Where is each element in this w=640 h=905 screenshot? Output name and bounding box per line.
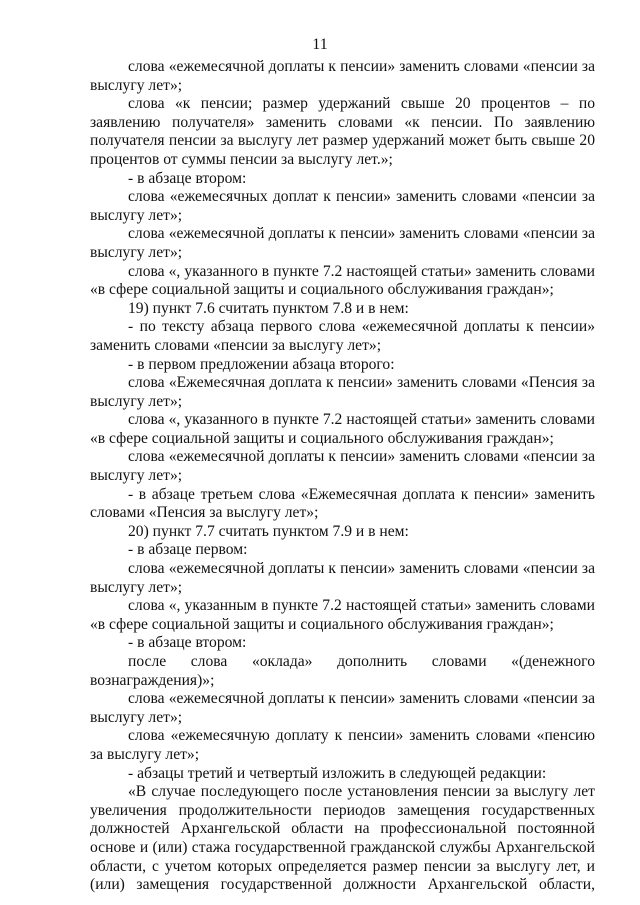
paragraph: слова «, указанного в пункте 7.2 настоящей статьи» заменить словами «в сфере социальной защиты и социального обслуживания граждан»; [90,411,595,447]
paragraph: слова «ежемесячной доплаты к пенсии» заменить словами «пенсии за выслугу лет»; [90,225,595,261]
paragraph: слова «к пенсии; размер удержаний свыше 20 процентов – по заявлению получателя» заменить словами «к пенсии. По заявлению получателя пенсии за выслугу лет размер удержаний может быть свыше 20 процентов от суммы пенсии за выслугу лет.»; [90,95,595,168]
paragraph: слова «, указанного в пункте 7.2 настоящей статьи» заменить словами «в сфере социальной защиты и социального обслуживания граждан»; [90,262,595,299]
paragraph: - в абзаце третьем слова «Ежемесячная доплата к пенсии» заменить словами «Пенсия за выслугу лет»; [90,485,595,522]
paragraph: «В случае последующего после установления пенсии за выслугу лет увеличения продолжительности периодов замещения государственных должностей Архангельской области на профессиональной постоянной основе и (или) стажа государственной гражданской службы Архангельской области, с учетом которых определяется размер пенсии за выслугу лет, и (или) замещения государственной должности Архангельской области, [90,783,595,894]
paragraph: - в абзаце первом: [128,541,248,559]
paragraph: слова «ежемесячных доплат к пенсии» заменить словами «пенсии за выслугу лет»; [90,188,595,224]
page-number: 11 [312,36,328,53]
paragraph: - по тексту абзаца первого слова «ежемесячной доплаты к пенсии» заменить словами «пенсии за выслугу лет»; [90,318,595,354]
paragraph: слова «Ежемесячная доплата к пенсии» заменить словами «Пенсия за выслугу лет»; [90,374,595,410]
paragraph: 19) пункт 7.6 считать пунктом 7.8 и в нем: [128,299,409,317]
paragraph: слова «ежемесячной доплаты к пенсии» заменить словами «пенсии за выслугу лет»; [90,58,595,94]
paragraph: - абзацы третий и четвертый изложить в следующей редакции: [128,764,547,782]
paragraph: слова «ежемесячную доплату к пенсии» заменить словами «пенсию за выслугу лет»; [90,727,595,763]
paragraph: - в первом предложении абзаца второго: [128,355,395,373]
paragraph: слова «ежемесячной доплаты к пенсии» заменить словами «пенсии за выслугу лет»; [90,560,595,596]
paragraph: слова «ежемесячной доплаты к пенсии» заменить словами «пенсии за выслугу лет»; [90,690,595,726]
paragraph: слова «, указанным в пункте 7.2 настоящей статьи» заменить словами «в сфере социальной защиты и социального обслуживания граждан»; [90,597,595,633]
paragraph: слова «ежемесячной доплаты к пенсии» заменить словами «пенсии за выслугу лет»; [90,448,595,485]
document-body [90,58,595,895]
paragraph: - в абзаце втором: [128,634,247,652]
paragraph: после слова «оклада» дополнить словами «(денежного вознаграждения)»; [90,653,595,689]
paragraph: - в абзаце втором: [128,169,247,187]
paragraph: 20) пункт 7.7 считать пунктом 7.9 и в нем: [128,522,409,540]
